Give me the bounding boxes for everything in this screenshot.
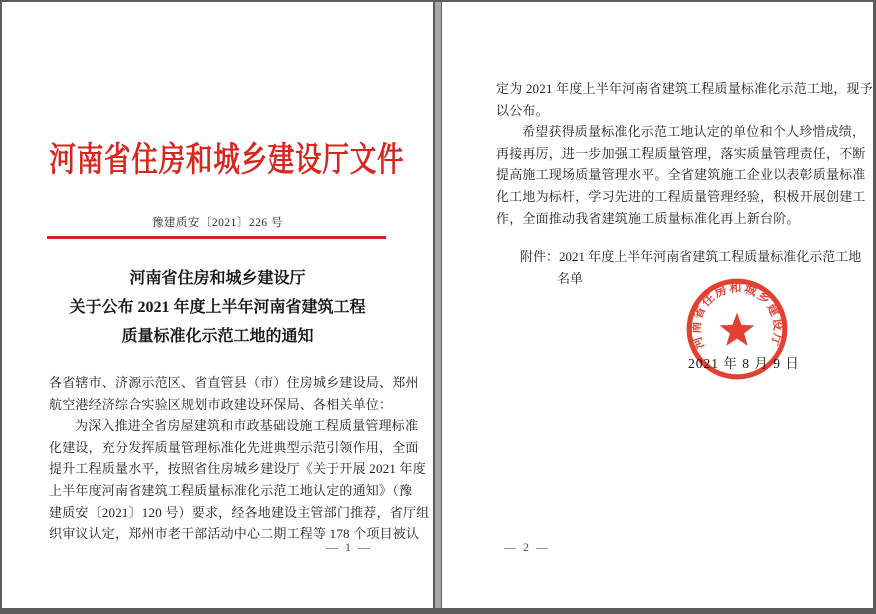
body-line: 定为 2021 年度上半年河南省建筑工程质量标准化示范工地，现予 [496, 81, 873, 96]
body-line: 化建设，充分发挥质量管理标准化先进典型示范引领作用，全面 [49, 439, 419, 455]
official-seal-graphic [681, 273, 793, 385]
body-line: 建质安〔2021〕120 号）要求，经各地建设主管部门推荐，省厅组 [49, 504, 430, 520]
body-line: 织审议认定，郑州市老干部活动中心二期工程等 178 个项目被认 [49, 526, 420, 542]
body-line: 各省辖市、济源示范区、省直管县（市）住房城乡建设局、郑州 [49, 375, 419, 390]
body-line: 希望获得质量标准化示范工地认定的单位和个人珍惜成绩， [522, 124, 866, 140]
page-1-body [49, 372, 430, 545]
page-spine-gap [435, 2, 441, 608]
notice-title-line: 河南省住房和城乡建设厅 [129, 270, 306, 287]
seal-star-icon [720, 313, 755, 346]
body-line: 航空港经济综合实验区规划市政建设环保局、各相关单位： [49, 396, 393, 412]
body-line: 以公布。 [496, 102, 549, 118]
page-2-body [496, 78, 873, 229]
body-line: 提高施工现场质量管理水平。全省建筑施工企业以表彰质量标准 [496, 167, 866, 183]
attachment-line: 附件：2021 年度上半年河南省建筑工程质量标准化示范工地 [520, 249, 862, 264]
body-line: 化工地为标杆，学习先进的工程质量管理经验，积极开展创建工 [496, 188, 866, 204]
body-line: 再接再厉，进一步加强工程质量管理，落实质量管理责任，不断 [496, 145, 866, 161]
body-line: 为深入推进全省房屋建筑和市政基础设施工程质量管理标准 [75, 418, 419, 434]
page-number-2: — 2 — [504, 540, 550, 554]
attachment-line: 名单 [557, 271, 584, 286]
page-number-1: — 1 — [326, 540, 372, 554]
page-1 [2, 2, 433, 608]
doc-number: 豫建质安〔2021〕226 号 [151, 217, 284, 229]
page-2 [442, 2, 873, 608]
official-seal [681, 273, 793, 385]
letterhead-title: 河南省住房和城乡建设厅文件 [49, 142, 405, 179]
notice-title-line: 关于公布 2021 年度上半年河南省建筑工程 [69, 299, 366, 316]
seal-arc-text: 河南省住房和城乡建设厅 [688, 280, 786, 351]
body-line: 提升工程质量水平，按照省住房城乡建设厅《关于开展 2021 年度 [49, 461, 426, 477]
issue-date: 2021 年 8 月 9 日 [688, 356, 800, 371]
red-divider-rule [47, 236, 386, 239]
notice-title-line: 质量标准化示范工地的通知 [121, 328, 314, 345]
body-line: 作，全面推动我省建筑施工质量标准化再上新台阶。 [496, 210, 800, 226]
notice-title [12, 264, 423, 351]
body-line: 上半年度河南省建筑工程质量标准化示范工地认定的通知》（豫 [49, 482, 413, 498]
